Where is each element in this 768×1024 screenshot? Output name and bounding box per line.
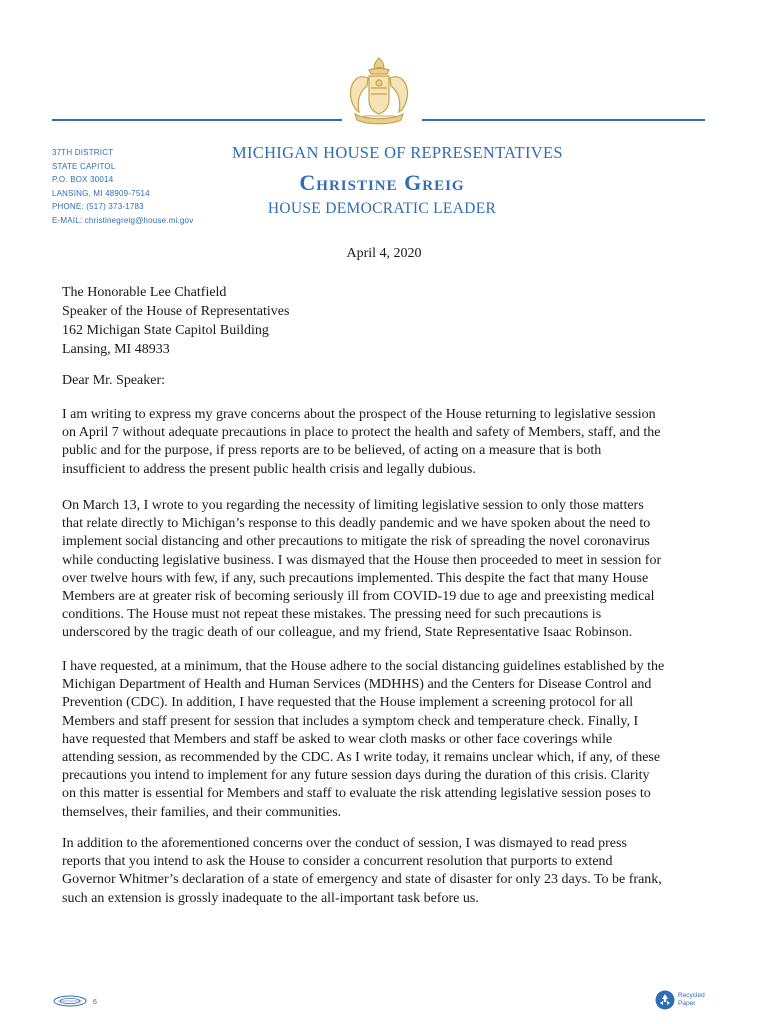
letterhead-role: HOUSE DEMOCRATIC LEADER xyxy=(267,200,497,217)
michigan-seal-icon xyxy=(339,54,419,130)
paragraph-line: Michigan Department of Health and Human Services (MDHHS) and the Centers for Disease Control and xyxy=(62,677,652,693)
contact-phone: PHONE: (517) 373-1783 xyxy=(52,202,144,211)
paragraph-line: Prevention (CDC). In addition, I have requested that the House implement a screening protocol for all xyxy=(62,695,634,711)
contact-district: 37TH DISTRICT xyxy=(52,148,114,157)
paragraph-line: reports that you intend to ask the House to consider a concurrent resolution that purports to extend xyxy=(62,854,613,870)
paragraph-line: I am writing to express my grave concerns about the prospect of the House returning to legislative session xyxy=(62,407,656,422)
paragraph-line: Governor Whitmer’s declaration of a state of emergency and state of disaster for only 23 days. To be frank, xyxy=(62,872,662,888)
paragraph-line: on April 7 without adequate precautions in place to protect the health and safety of Members, staff, and the xyxy=(62,425,661,441)
paragraph-line: implement social distancing and other precautions to mitigate the risk of spreading the novel coronavirus xyxy=(62,534,650,550)
letterhead-rule-left xyxy=(52,119,342,121)
letter-date: April 4, 2020 xyxy=(346,246,422,261)
paragraph-line: I have requested, at a minimum, that the House adhere to the social distancing guidelines established by the xyxy=(62,659,665,674)
recipient-title: Speaker of the House of Representatives xyxy=(62,304,290,319)
contact-block xyxy=(52,146,242,227)
contact-building: STATE CAPITOL xyxy=(52,161,116,171)
recipient-street: 162 Michigan State Capitol Building xyxy=(62,323,269,338)
paragraph-line: over twelve hours with few, if any, such precautions implemented. This despite the fact that many House xyxy=(62,570,649,586)
paragraph-line: In addition to the aforementioned concerns over the conduct of session, I was dismayed to read press xyxy=(62,836,627,851)
paragraph-line: public and for the purpose, if press reports are to be believed, of acting on a measure that is both xyxy=(62,443,602,459)
letterhead-rule-right xyxy=(422,119,705,121)
paragraph-line: themselves, their families, and their communities. xyxy=(62,804,342,820)
paragraph-line: underscored by the tragic death of our colleague, and my friend, State Representative Isaac Robinson. xyxy=(62,625,633,641)
contact-city: LANSING, MI 48909-7514 xyxy=(52,188,150,198)
body-paragraph-4 xyxy=(62,835,714,908)
paragraph-line: Members are at greater risk of becoming seriously ill from COVID-19 due to age and preexisting medical xyxy=(62,589,655,605)
paragraph-line: such an extension is grossly inadequate to the all-important task before us. xyxy=(62,890,479,906)
body-paragraph-1 xyxy=(62,406,714,479)
paragraph-line: conditions. The House must not repeat these mistakes. The pressing need for such precautions is xyxy=(62,607,602,623)
paragraph-line: that relate directly to Michigan’s response to this deadly pandemic and we have spoken about the need to xyxy=(62,516,651,532)
recycled-paper-label xyxy=(678,992,705,1008)
paragraph-line: attending session, as recommended by the CDC. As I write today, it remains unclear which, if any, of these xyxy=(62,750,661,766)
paragraph-line: On March 13, I wrote to you regarding the necessity of limiting legislative session to only those matters xyxy=(62,498,644,513)
recycle-icon xyxy=(655,990,675,1010)
paragraph-line: precautions you intend to implement for any future session days during the duration of this crisis. Clarity xyxy=(62,768,650,784)
paragraph-line: on this matter is essential for Members and staff to evaluate the risk attending legislative session poses to xyxy=(62,786,651,802)
recycled-label-line: Recycled xyxy=(678,992,705,999)
paragraph-line: while conducting legislative business. I was dismayed that the House then proceeded to meet in session for xyxy=(62,552,662,568)
body-paragraph-3 xyxy=(62,658,714,822)
salutation: Dear Mr. Speaker: xyxy=(62,373,166,388)
paragraph-line: have requested that Members and staff be asked to wear cloth masks or other face coverings while xyxy=(62,731,613,747)
contact-po-box: P.O. BOX 30014 xyxy=(52,175,114,184)
recipient-name: The Honorable Lee Chatfield xyxy=(62,285,227,300)
contact-email[interactable]: E-MAIL: christinegreig@house.mi.gov xyxy=(52,215,194,225)
paragraph-line: Members and staff present for session that includes a symptom check and temperature check. Finally, I xyxy=(62,713,639,729)
recycled-label-line: Paper xyxy=(678,1000,696,1007)
recipient-city: Lansing, MI 48933 xyxy=(62,342,170,357)
paragraph-line: insufficient to address the present public health crisis and legally dubious. xyxy=(62,461,476,477)
letterhead-organization: MICHIGAN HOUSE OF REPRESENTATIVES xyxy=(232,143,563,162)
body-paragraph-2 xyxy=(62,497,714,643)
letterhead-name: Christine Greig xyxy=(299,170,465,195)
union-bug-icon xyxy=(52,994,112,1008)
recipient-address xyxy=(62,283,289,359)
union-bug-number: 6 xyxy=(93,999,97,1006)
